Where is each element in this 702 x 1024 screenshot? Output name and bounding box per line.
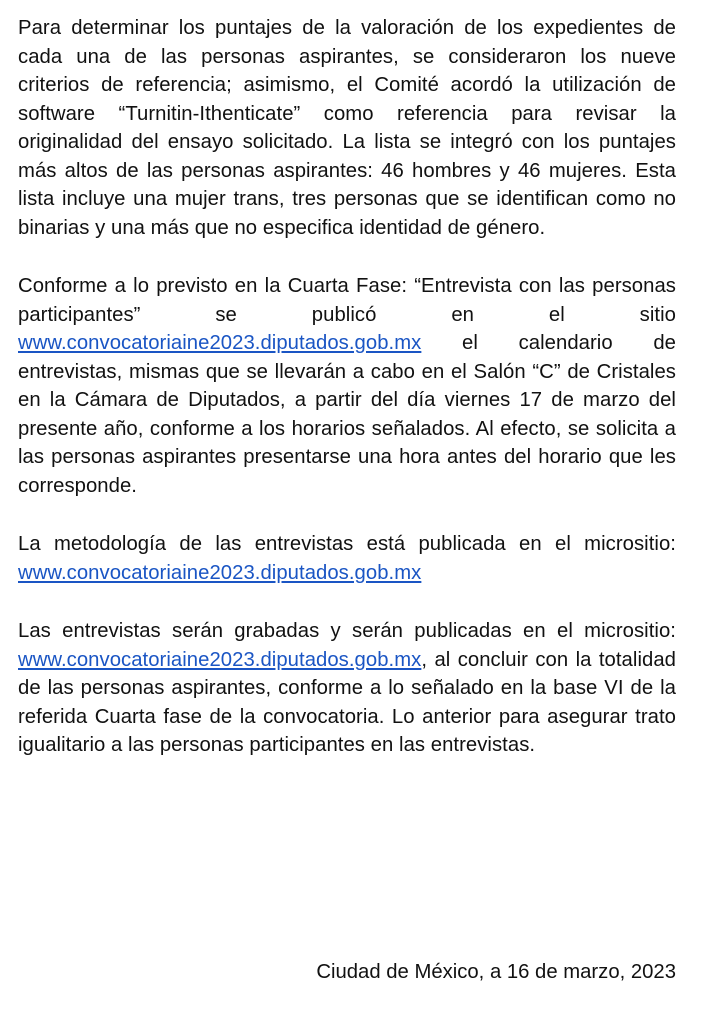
paragraph-4-text-before: Las entrevistas serán grabadas y serán publicadas en el micrositio:	[18, 620, 676, 642]
paragraph-4-text-after: , al concluir con la totalidad de las personas aspirantes, conforme a lo señalado en la base VI de la referida Cuarta fase de la convocatoria. Lo anterior para asegurar trato igualitario a las personas participantes en las entrevistas.	[18, 648, 676, 756]
paragraph-recordings	[18, 617, 676, 760]
convocatoria-link-2[interactable]: www.convocatoriaine2023.diputados.gob.mx	[18, 561, 422, 584]
place-and-date: Ciudad de México, a 16 de marzo, 2023	[316, 961, 676, 983]
document-body	[18, 14, 676, 790]
paragraph-evaluation-criteria	[18, 14, 676, 242]
paragraph-3-text-before: La metodología de las entrevistas está publicada en el micrositio:	[18, 533, 676, 555]
convocatoria-link-1[interactable]: www.convocatoriaine2023.diputados.gob.mx	[18, 332, 422, 354]
paragraph-2-text-before: Conforme a lo previsto en la Cuarta Fase: “Entrevista con las personas participantes” se publicó en el sitio	[18, 275, 676, 326]
paragraph-interview-calendar	[18, 272, 676, 500]
paragraph-1-text: Para determinar los puntajes de la valoración de los expedientes de cada una de las personas aspirantes, se consideraron los nueve criterios de referencia; asimismo, el Comité acordó la utilización de software “Turnitin-Ithenticate” como referencia para revisar la originalidad del ensayo solicitado. La lista se integró con los puntajes más altos de las personas aspirantes: 46 hombres y 46 mujeres. Esta lista incluye una mujer trans, tres personas que se identifican como no binarias y una más que no especifica identidad de género.	[18, 17, 676, 239]
paragraph-methodology	[18, 530, 676, 587]
convocatoria-link-3[interactable]: www.convocatoriaine2023.diputados.gob.mx	[18, 648, 422, 671]
paragraph-2-text-after: el calendario de entrevistas, mismas que se llevarán a cabo en el Salón “C” de Cristales en la Cámara de Diputados, a partir del día viernes 17 de marzo del presente año, conforme a los horarios señalados. Al efecto, se solicita a las personas aspirantes presentarse una hora antes del horario que les corresponde.	[18, 332, 676, 497]
